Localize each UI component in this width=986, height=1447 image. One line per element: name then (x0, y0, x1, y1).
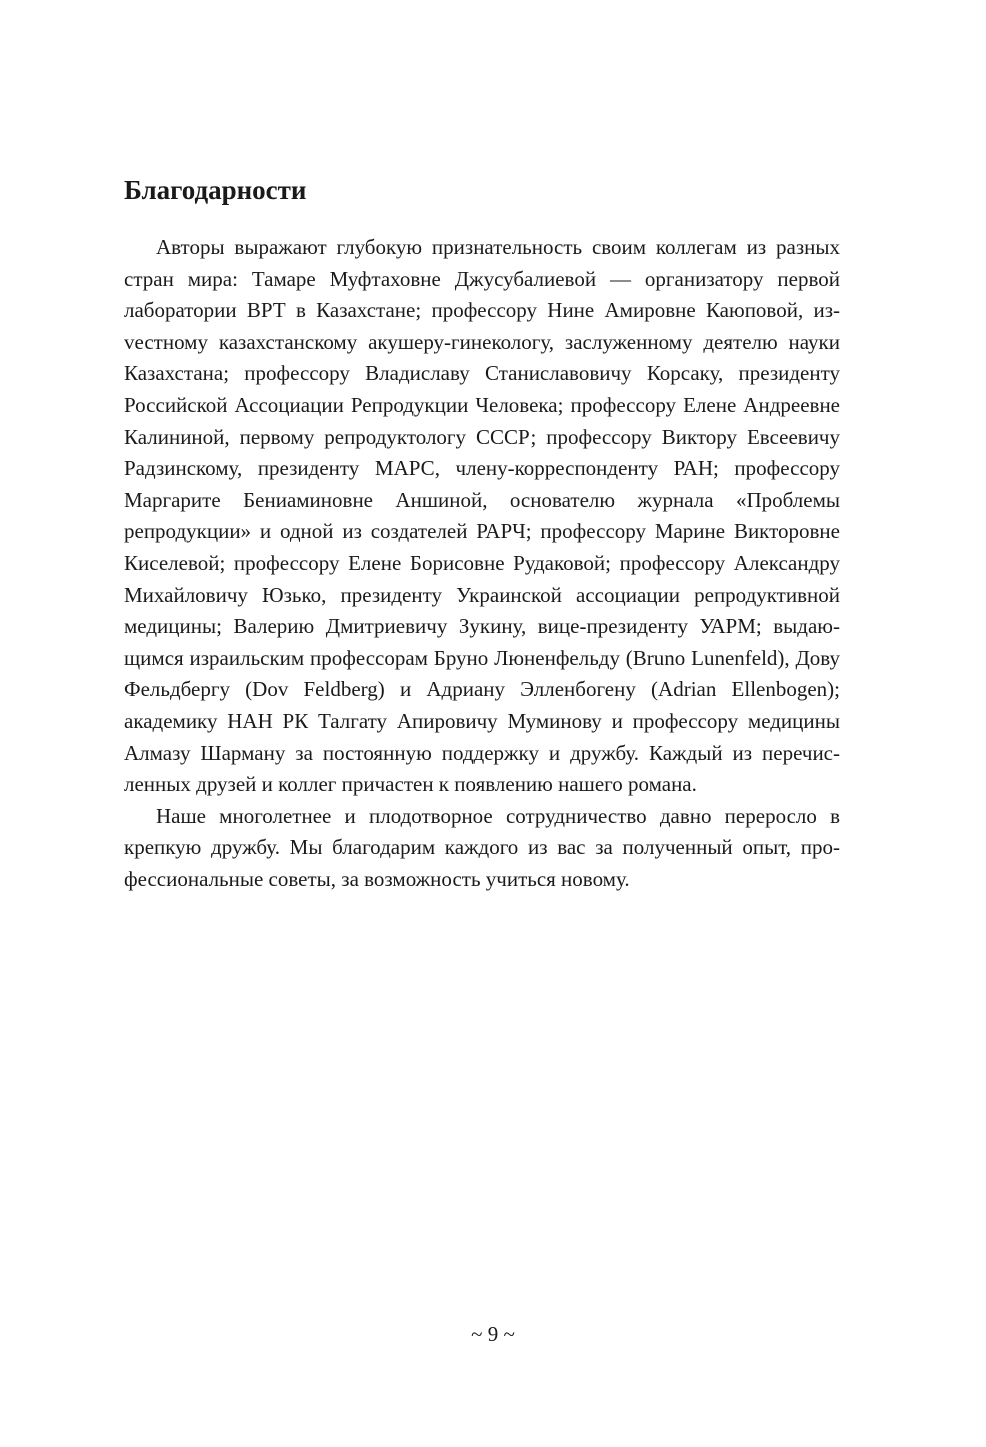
page-title: Благодарности (124, 175, 307, 205)
paragraph-friendship: Наше многолетнее и плодотворное сотрудничество давно переросло в крепкую дружбу. Мы благодарим каждого из вас за полученный опыт, профессиональные советы, за возможность учиться новому. (124, 803, 840, 891)
paragraph-acknowledgements: Авторы выражают глубокую признательность своим коллегам из разных стран мира: Тамаре Муфтаховне Джусубалиевой — организатору первой лаборатории ВРТ в Казахстане; профессору Нине Амировне Каюповой, изvестному казахстанскому акушеру-гинекологу, заслуженному деятелю науки Казахстана; профессору Владиславу Станиславовичу Корсаку, президенту Российской Ассоциации Репродукции Человека; профессору Елене Андреевне Калининой, первому репродуктологу СССР; профессору Виктору Евсеевичу Радзинскому, президенту МАРС, члену-корреспонденту РАН; профессору Маргарите Бениаминовне Аншиной, основателю журнала «Проблемы репродукции» и одной из создателей РАРЧ; профессору Марине Викторовне Киселевой; профессору Елене Борисовне Рудаковой; профессору Александру Михайловичу Юзько, президенту Украинской ассоциации репродуктивной медицины; Валерию Дмитриевичу Зукину, вице-президенту УАРМ; выдающимся израильским профессорам Бруно Люненфельду (Bruno Lunenfeld), Дову Фельдбергу (Dov Feldberg) и Адриану Элленбогену (Adrian Ellenbogen); академику НАН РК Талгату Апировичу Муминову и профессору медицины Алмазу Шарману за постоянную поддержку и дружбу. Каждый из перечисленных друзей и коллег причастен к появлению нашего романа. (124, 235, 840, 797)
acknowledgements-body (124, 232, 840, 895)
page-number: ~ 9 ~ (471, 1322, 515, 1346)
